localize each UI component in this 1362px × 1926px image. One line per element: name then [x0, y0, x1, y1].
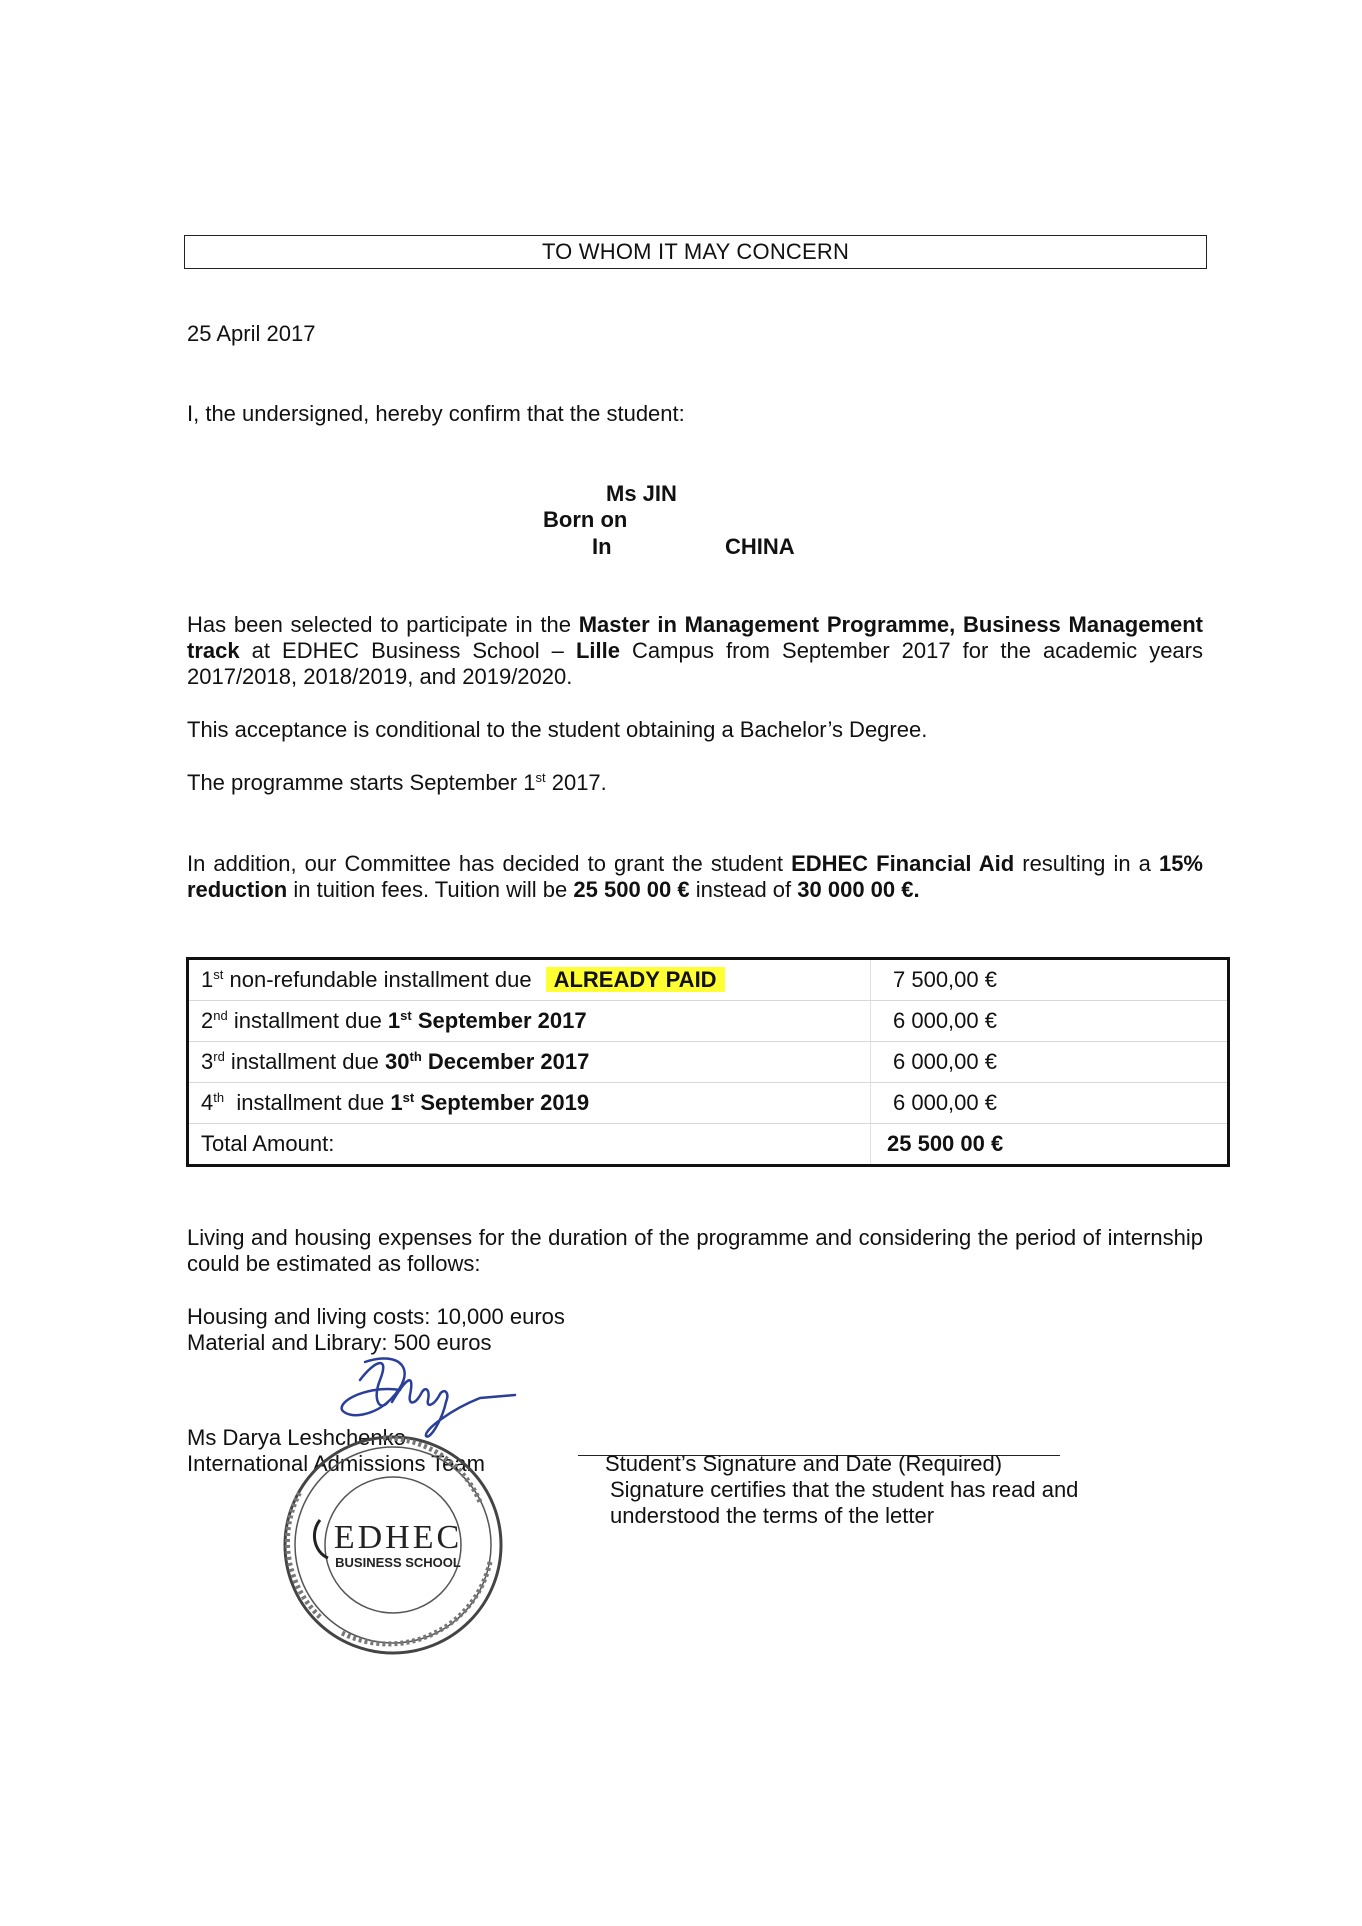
school-stamp: [280, 1432, 506, 1658]
signature-note-2: understood the terms of the letter: [610, 1503, 935, 1528]
student-country: CHINA: [725, 534, 795, 559]
letter-date: 25 April 2017: [187, 321, 316, 346]
table-row: [188, 1042, 1229, 1083]
total-amount: 25 500 00 €: [871, 1124, 1229, 1166]
student-name: Ms JIN: [606, 481, 677, 506]
document-title: TO WHOM IT MAY CONCERN: [184, 235, 1207, 269]
table-row: [188, 1083, 1229, 1124]
selection-text-3: Campus from September 2017 for the academic years 2017/2018, 2018/2019, and 2019/2020.: [187, 638, 1203, 689]
installment-label: 1st non-refundable installment due ALREADY PAID: [188, 959, 871, 1001]
stamp-line-1: EDHEC: [333, 1519, 463, 1556]
aid-text-1: In addition, our Committee has decided to grant the student: [187, 851, 792, 876]
in-label: In: [592, 534, 612, 559]
installment-label: 4th installment due 1st September 2019: [188, 1083, 871, 1124]
start-post: 2017.: [545, 770, 607, 795]
condition-text: This acceptance is conditional to the student obtaining a Bachelor’s Degree.: [187, 717, 928, 742]
aid-text-4: instead of: [689, 877, 798, 902]
aid-new-tuition: 25 500 00 €: [573, 877, 690, 902]
signature-note-1: Signature certifies that the student has read and: [610, 1477, 1079, 1502]
table-row: [188, 959, 1229, 1001]
stamp-line-2: BUSINESS SCHOOL: [335, 1555, 461, 1570]
installment-amount: 7 500,00 €: [871, 959, 1229, 1001]
selection-text-2: at EDHEC Business School –: [239, 638, 576, 663]
housing-costs: Housing and living costs: 10,000 euros: [187, 1304, 565, 1329]
selection-text-1: Has been selected to participate in the: [187, 612, 579, 637]
fees-table: [186, 957, 1230, 1167]
aid-old-tuition: 30 000 00 €.: [797, 877, 920, 902]
start-pre: The programme starts September 1: [187, 770, 536, 795]
aid-paragraph: [187, 851, 1203, 903]
installment-label: 2nd installment due 1st September 2017: [188, 1001, 871, 1042]
aid-name: EDHEC Financial Aid: [791, 851, 1015, 876]
student-signature-label: Student’s Signature and Date (Required): [605, 1451, 1003, 1476]
aid-reduction: 15% reduction: [187, 851, 1203, 902]
installment-amount: 6 000,00 €: [871, 1083, 1229, 1124]
installment-amount: 6 000,00 €: [871, 1001, 1229, 1042]
total-label: Total Amount:: [188, 1124, 871, 1166]
aid-text-3: in tuition fees. Tuition will be: [287, 877, 574, 902]
installment-amount: 6 000,00 €: [871, 1042, 1229, 1083]
signatory-role: International Admissions Team: [187, 1451, 485, 1476]
installment-label: 3rd installment due 30th December 2017: [188, 1042, 871, 1083]
living-paragraph: Living and housing expenses for the duration of the programme and considering the period of internship could be estimated as follows:: [187, 1225, 1203, 1276]
table-row: [188, 1001, 1229, 1042]
born-label: Born on: [543, 507, 628, 532]
signatory-name: Ms Darya Leshchenko: [187, 1425, 406, 1450]
table-row: [188, 1124, 1229, 1166]
material-costs: Material and Library: 500 euros: [187, 1330, 492, 1355]
programme-name: Master in Management Programme, Business Management track: [187, 612, 1204, 663]
intro-text: I, the undersigned, hereby confirm that the student:: [187, 401, 685, 426]
start-sup: st: [535, 770, 546, 785]
campus-name: Lille: [575, 638, 620, 663]
already-paid-badge: ALREADY PAID: [546, 967, 725, 992]
aid-text-2: resulting in a: [1014, 851, 1159, 876]
selection-paragraph: [187, 612, 1203, 690]
start-text: [187, 770, 607, 796]
